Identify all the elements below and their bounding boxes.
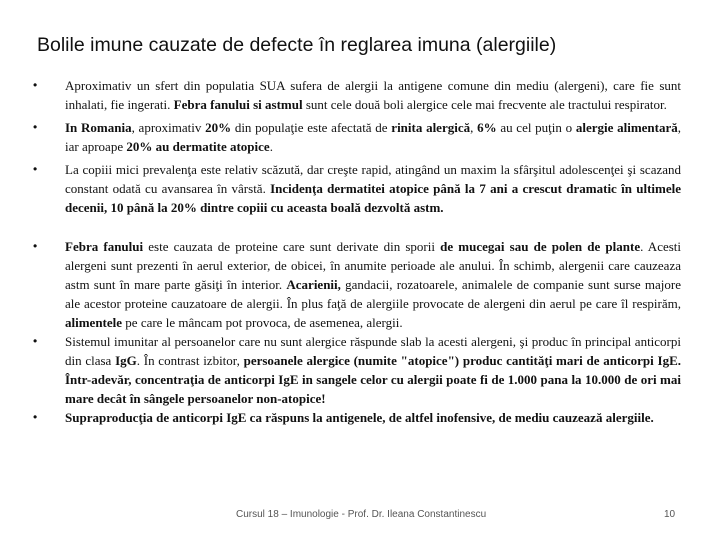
bold-text-run: 6%	[477, 120, 497, 135]
bold-text-run: In Romania	[65, 120, 132, 135]
bullet-icon: •	[33, 334, 38, 348]
bold-text-run: Incidenţa dermatitei atopice până la 7 ani a crescut dramatic în ultimele decenii, 10 până la 20% dintre copiii cu aceasta boală dezvoltă astm.	[65, 181, 682, 215]
bullet-text	[65, 78, 681, 112]
bullet-item-6	[31, 408, 681, 427]
bullet-item-5	[31, 332, 681, 408]
bullet-text	[65, 239, 681, 330]
bullet-item-2	[31, 118, 681, 156]
text-run: din populaţie este afectată de	[231, 120, 392, 135]
bold-text-run: rinita alergică	[391, 120, 471, 135]
text-run: au cel puţin o	[496, 120, 576, 135]
bold-text-run: Febra fanului si astmul	[173, 97, 303, 112]
bullet-item-3	[31, 160, 681, 217]
bold-text-run: IgG	[115, 353, 137, 368]
bullet-text	[65, 120, 681, 154]
bold-text-run: Acarienii,	[286, 277, 341, 292]
bold-text-run: 20% au dermatite atopice	[126, 139, 270, 154]
bullet-text	[65, 334, 681, 406]
bold-text-run: alimentele	[65, 315, 123, 330]
text-run: este cauzata de proteine care sunt derivate din sporii	[143, 239, 441, 254]
text-run: . Acesti alergeni sunt prezenti în aerul exterior, de obicei, în anumite perioade ale anului. În schimb, alergenii care cauzeaza astm sunt în mare parte găsiţi în interior.	[65, 239, 682, 292]
bold-text-run: Supraproducţia de anticorpi IgE ca răspuns la antigenele, de altfel inofensive, de mediu cauzează alergiile.	[65, 410, 654, 425]
bullet-icon: •	[33, 239, 38, 253]
bullet-icon: •	[33, 120, 38, 134]
bullet-icon: •	[33, 410, 38, 424]
text-run: . În contrast izbitor,	[136, 353, 244, 368]
text-run: Sistemul imunitar al persoanelor care nu sunt alergice răspunde slab la acesti alergeni, şi produc în principal anticorpi din clasa	[65, 334, 681, 368]
bold-text-run: Febra fanului	[65, 239, 144, 254]
text-run: La copiii mici prevalenţa este relativ scăzută, dar creşte rapid, atingând un maxim la sfârşitul adolescenţei şi scazand constant odată cu avansarea în vârstă.	[65, 162, 681, 196]
text-run: , iar aproape	[65, 120, 681, 154]
text-run: sunt cele două boli alergice cele mai frecvente ale tractului respirator.	[302, 97, 667, 112]
slide-title: Bolile imune cauzate de defecte în reglarea imuna (alergiile)	[37, 34, 557, 56]
bullet-text	[65, 410, 654, 425]
text-run: , aproximativ	[131, 120, 206, 135]
bullet-list	[31, 76, 681, 427]
text-run: Aproximativ un sfert din populatia SUA sufera de alergii la antigene comune din mediu (alergeni), care fie sunt inhalati, fie ingerati.	[65, 78, 681, 112]
slide-footer: Cursul 18 – Imunologie - Prof. Dr. Ileana Constantinescu	[236, 509, 487, 520]
bold-text-run: 20%	[205, 120, 232, 135]
bullet-icon: •	[33, 162, 38, 176]
page-number: 10	[664, 509, 676, 520]
text-run: gandacii, rozatoarele, animalele de companie sunt surse majore ale acestor proteine cauzatoare de alergii. În plus faţă de alergiile provocate de alergeni din aerul pe care îl respirăm,	[65, 277, 681, 311]
text-run: .	[269, 139, 273, 154]
bullet-text	[65, 162, 681, 215]
bold-text-run: de mucegai sau de polen de plante	[440, 239, 641, 254]
bold-text-run: alergie alimentară	[575, 120, 678, 135]
bullet-icon: •	[33, 78, 38, 92]
bullet-item-4	[31, 237, 681, 332]
bullet-item-1	[31, 76, 681, 114]
text-run: ,	[470, 120, 478, 135]
bold-text-run: persoanele alergice (numite "atopice") produc cantităţi mari de anticorpi IgE. Într-adevăr, concentraţia de anticorpi IgE in sangele celor cu alergii poate fi de 1.000 pana la 10.000 de ori mai mare decât în sângele persoanelor non-atopice!	[65, 353, 681, 406]
text-run: pe care le mâncam pot provoca, de asemenea, alergii.	[122, 315, 403, 330]
